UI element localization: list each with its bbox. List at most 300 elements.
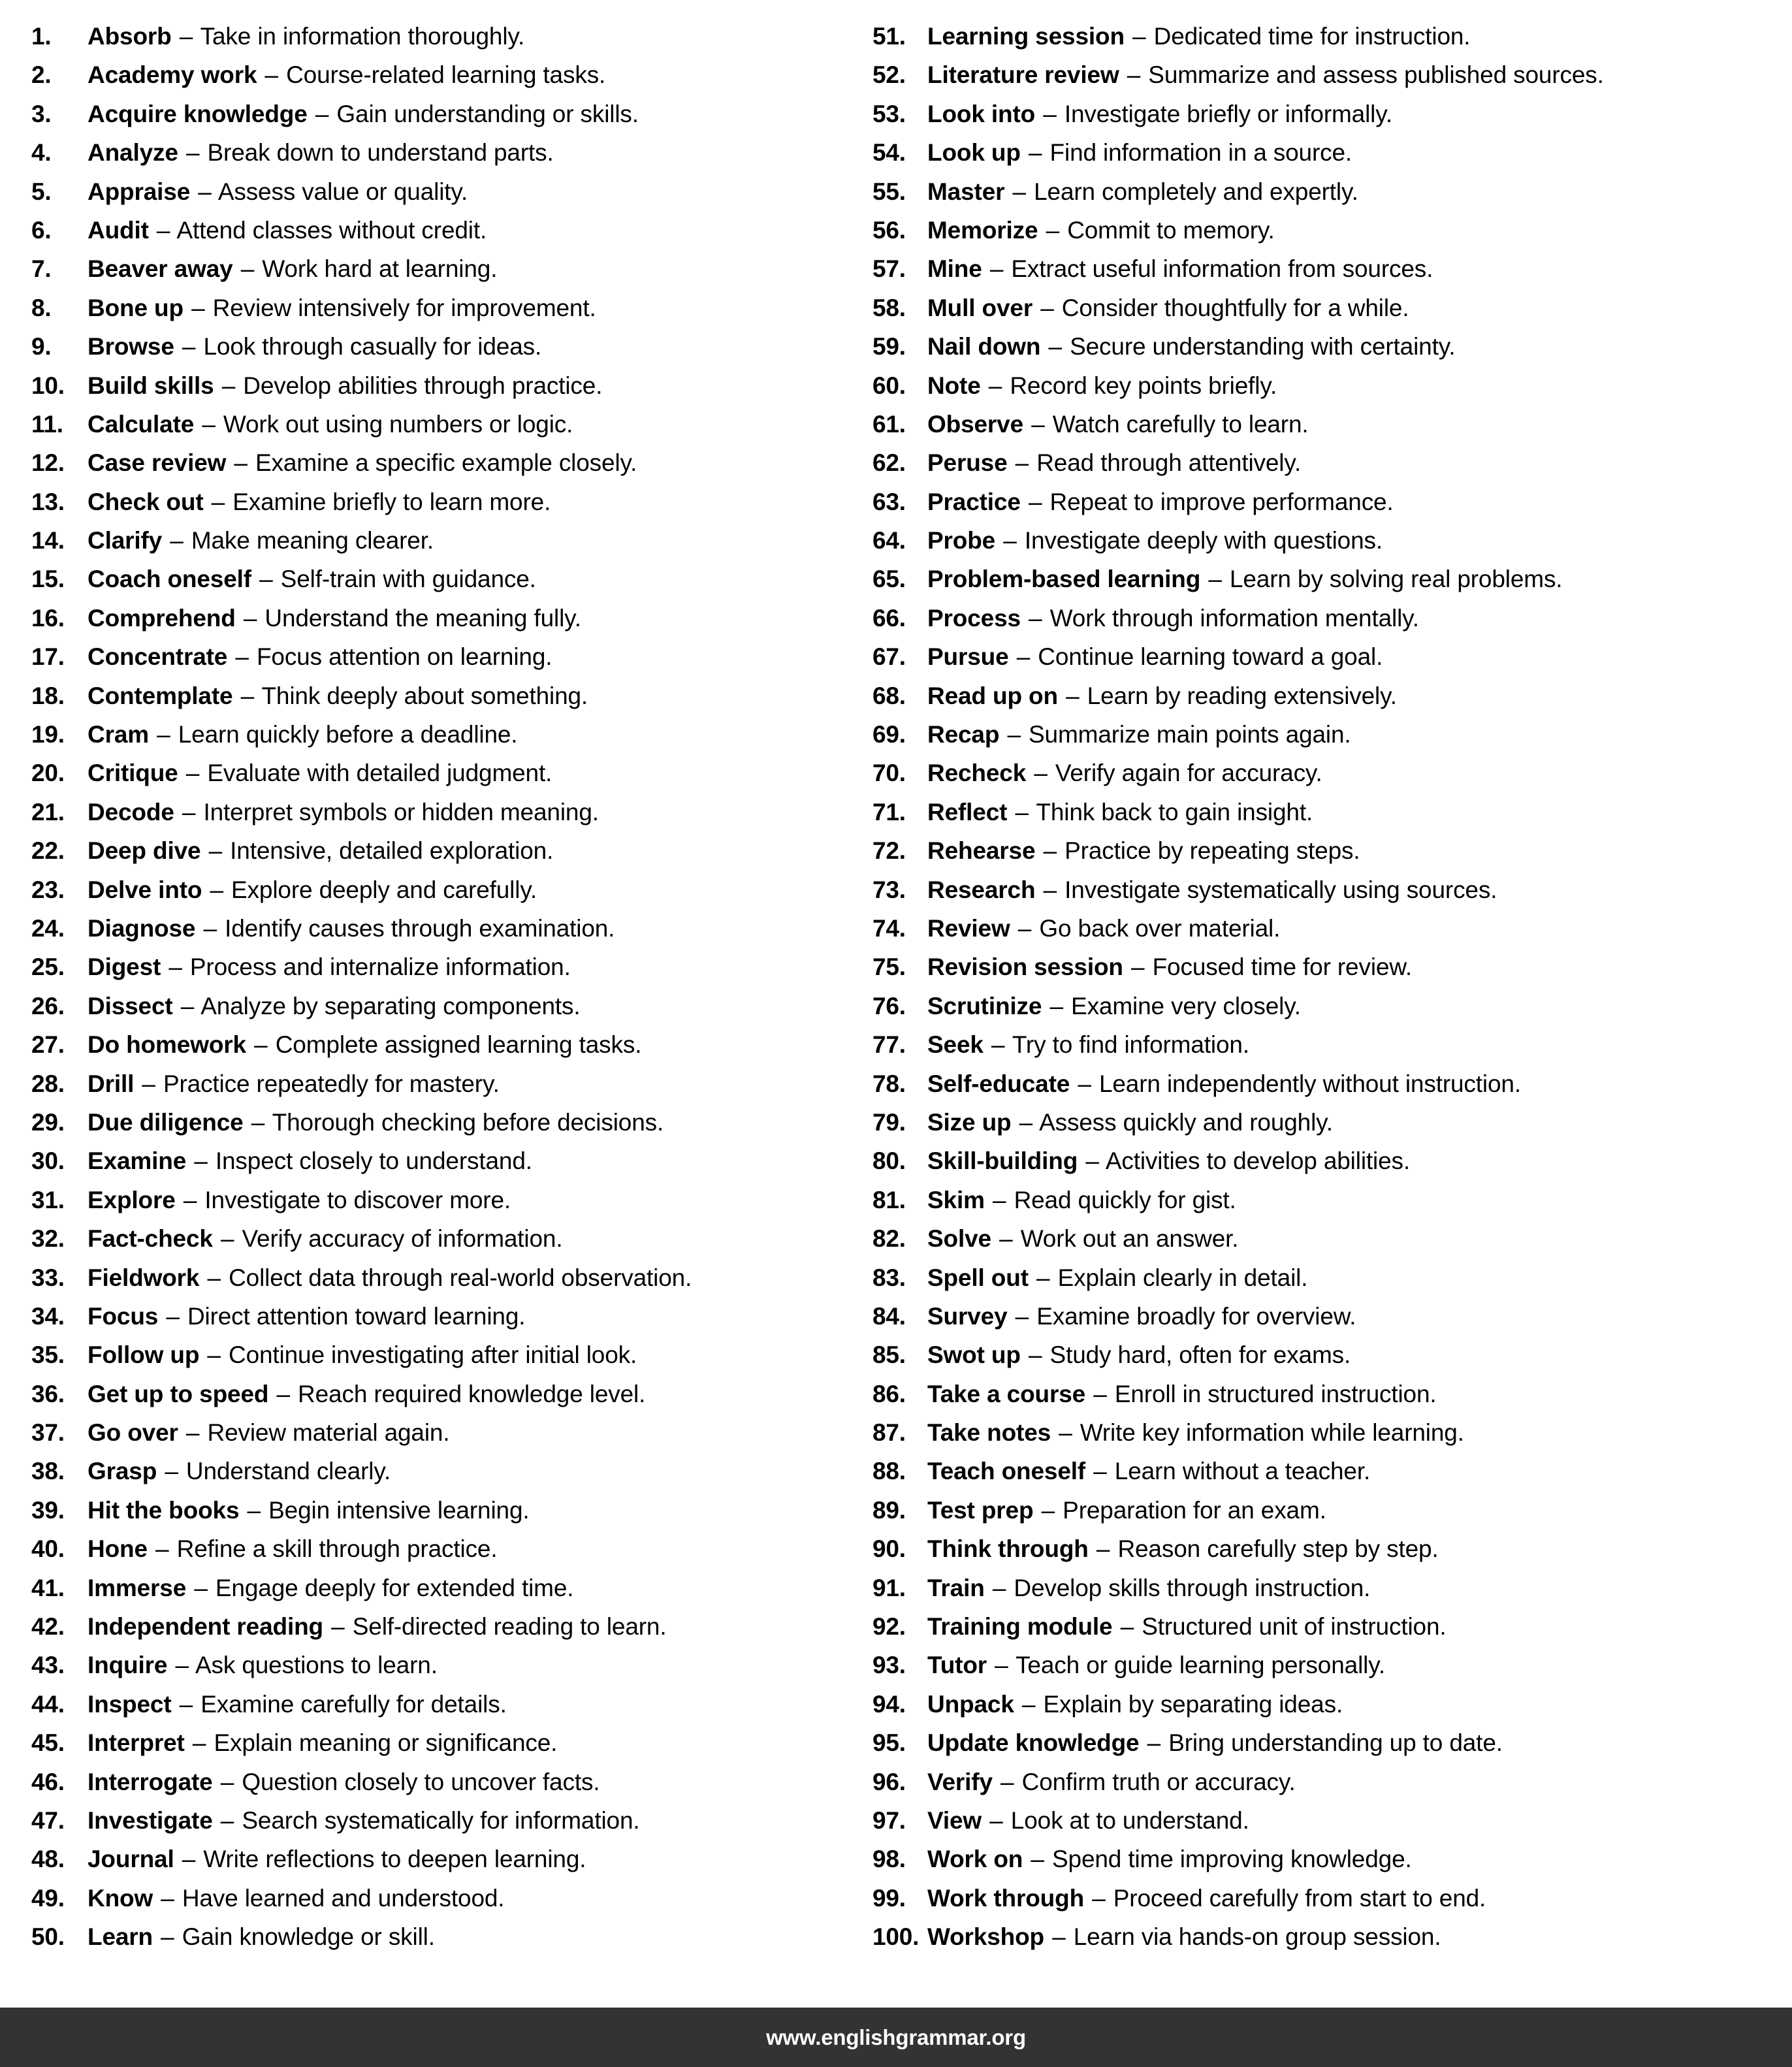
list-item-number: 73. — [872, 876, 906, 903]
list-item-body — [88, 366, 602, 405]
list-item-body — [927, 483, 1394, 521]
list-item-separator: – — [207, 1341, 221, 1369]
list-item-number: 83. — [872, 1264, 906, 1291]
list-item-body — [927, 405, 1309, 443]
footer-bar — [0, 2008, 1792, 2067]
list-item-number: 71. — [872, 798, 906, 825]
list-item-body — [88, 1801, 640, 1840]
list-item-definition: Search systematically for information. — [242, 1806, 640, 1834]
list-item-definition: Understand clearly. — [185, 1458, 391, 1485]
list-item-body — [927, 172, 1358, 211]
list-item-term: Practice — [927, 488, 1021, 515]
list-item-term: Build skills — [88, 372, 214, 399]
list-item-body — [927, 366, 1277, 405]
list-item-separator: – — [1208, 566, 1222, 593]
list-item-number: 59. — [872, 333, 906, 361]
list-item — [872, 1452, 1770, 1490]
list-item-separator: – — [1049, 992, 1063, 1019]
list-item — [872, 560, 1770, 598]
list-item-number: 57. — [872, 255, 906, 283]
list-item-body — [88, 172, 468, 211]
list-item — [872, 366, 1770, 405]
list-item-term: Rehearse — [927, 837, 1036, 865]
list-item-definition: Refine a skill through practice. — [176, 1535, 498, 1563]
list-item-separator: – — [1028, 1341, 1042, 1369]
list-item-body — [927, 249, 1433, 288]
list-item-separator: – — [276, 1380, 290, 1407]
list-item-definition: Attend classes without credit. — [176, 216, 487, 244]
list-item-separator: – — [1016, 643, 1031, 671]
list-item-separator: – — [254, 1031, 268, 1059]
list-item-separator: – — [988, 372, 1002, 399]
list-item-definition: Work hard at learning. — [262, 255, 498, 283]
list-item-definition: Learn via hands-on group session. — [1073, 1923, 1441, 1951]
list-item — [31, 1685, 871, 1723]
list-item — [31, 1375, 871, 1413]
list-item-separator: – — [192, 1729, 206, 1757]
list-item-separator: – — [989, 1806, 1003, 1834]
list-item-separator: – — [1007, 721, 1021, 748]
list-item-term: Check out — [88, 488, 204, 515]
list-item-separator: – — [989, 255, 1004, 283]
list-item-body — [88, 1491, 530, 1530]
list-item-body — [88, 871, 537, 909]
list-item-number: 4. — [31, 139, 52, 167]
list-item-body — [927, 599, 1419, 637]
list-item-number: 92. — [872, 1613, 906, 1641]
list-item-number: 75. — [872, 953, 906, 981]
list-item-body — [927, 1569, 1370, 1607]
list-item-separator: – — [168, 953, 182, 981]
list-item-separator: – — [1031, 1846, 1044, 1873]
list-item-number: 80. — [872, 1147, 906, 1175]
list-item-separator: – — [185, 760, 200, 787]
list-item-term: Mull over — [927, 294, 1033, 321]
list-item — [872, 172, 1770, 211]
list-item-definition: Course-related learning tasks. — [286, 61, 606, 89]
list-item-separator: – — [208, 837, 223, 865]
list-item-separator: – — [211, 488, 225, 515]
list-item-definition: Proceed carefully from start to end. — [1113, 1884, 1486, 1912]
list-item-definition: Learn without a teacher. — [1114, 1458, 1371, 1485]
list-item — [872, 1065, 1770, 1103]
list-item-term: Recap — [927, 721, 1000, 748]
list-item-number: 64. — [872, 527, 906, 554]
list-item-definition: Consider thoughtfully for a while. — [1061, 294, 1409, 321]
list-item — [872, 1530, 1770, 1568]
list-item-body — [927, 443, 1301, 482]
list-item-separator: – — [1120, 1613, 1134, 1641]
list-item-definition: Explain clearly in detail. — [1057, 1264, 1308, 1291]
list-item-term: Look into — [927, 100, 1036, 127]
list-item-number: 69. — [872, 721, 906, 748]
list-item-body — [927, 1375, 1437, 1413]
list-item-separator: – — [210, 876, 223, 903]
list-item-body — [927, 987, 1301, 1025]
list-item-definition: Examine a specific example closely. — [255, 449, 637, 477]
list-item-number: 97. — [872, 1806, 906, 1834]
list-item — [31, 754, 871, 792]
list-item-definition: Self-train with guidance. — [280, 566, 536, 593]
list-item-term: Clarify — [88, 527, 163, 554]
list-item-definition: Gain knowledge or skill. — [182, 1923, 435, 1951]
list-item — [872, 289, 1770, 327]
list-item-definition: Direct attention toward learning. — [187, 1302, 526, 1330]
list-item-term: Browse — [88, 333, 174, 361]
list-item-separator: – — [182, 1846, 196, 1873]
list-item-definition: Find information in a source. — [1049, 139, 1352, 167]
list-item-term: Inquire — [88, 1652, 168, 1679]
list-item-separator: – — [221, 372, 236, 399]
list-item-definition: Secure understanding with certainty. — [1070, 333, 1456, 361]
list-item-separator: – — [191, 294, 205, 321]
list-item — [872, 754, 1770, 792]
list-item-body — [927, 95, 1392, 133]
list-item-definition: Intensive, detailed exploration. — [230, 837, 554, 865]
list-item-definition: Think back to gain insight. — [1036, 798, 1313, 825]
list-item-definition: Interpret symbols or hidden meaning. — [203, 798, 599, 825]
list-item-body — [927, 1491, 1326, 1530]
list-item-definition: Practice by repeating steps. — [1064, 837, 1360, 865]
list-item-term: Master — [927, 178, 1005, 205]
list-item-separator: – — [1019, 1108, 1033, 1136]
list-item-definition: Study hard, often for exams. — [1049, 1341, 1351, 1369]
list-item-definition: Begin intensive learning. — [268, 1496, 530, 1524]
list-item-term: Decode — [88, 798, 174, 825]
list-item-definition: Complete assigned learning tasks. — [275, 1031, 642, 1059]
list-item-definition: Collect data through real-world observation. — [229, 1264, 692, 1291]
list-item-term: Look up — [927, 139, 1021, 167]
list-item-body — [88, 1879, 504, 1917]
list-item-separator: – — [243, 604, 257, 632]
list-item-number: 7. — [31, 255, 52, 283]
list-item-number: 14. — [31, 527, 65, 554]
list-item-number: 43. — [31, 1652, 65, 1679]
list-item-separator: – — [185, 1419, 200, 1447]
list-item — [31, 1297, 871, 1336]
list-item-body — [927, 1025, 1249, 1064]
list-item-definition: Develop skills through instruction. — [1014, 1574, 1371, 1601]
list-item-definition: Read through attentively. — [1036, 449, 1302, 477]
list-item-definition: Reason carefully step by step. — [1117, 1535, 1439, 1563]
list-item-number: 15. — [31, 566, 65, 593]
list-item-term: Acquire knowledge — [88, 100, 308, 127]
list-item-body — [88, 521, 434, 560]
list-item-body — [88, 677, 588, 715]
list-item-body — [927, 754, 1322, 792]
list-item-body — [927, 521, 1383, 560]
list-item-separator: – — [183, 1186, 197, 1213]
list-item-separator: – — [175, 1652, 189, 1679]
list-item-body — [927, 1879, 1486, 1917]
list-item-definition: Question closely to uncover facts. — [242, 1768, 600, 1795]
list-item-term: Scrutinize — [927, 992, 1042, 1019]
list-item-definition: Extract useful information from sources. — [1011, 255, 1433, 283]
list-item — [872, 1763, 1770, 1801]
list-item-term: Interpret — [88, 1729, 185, 1757]
list-item-body — [88, 249, 497, 288]
list-item-separator: – — [1015, 798, 1029, 825]
list-item — [872, 599, 1770, 637]
list-item — [872, 443, 1770, 482]
list-item-body — [927, 1840, 1412, 1878]
list-item-body — [927, 1065, 1521, 1103]
list-item — [872, 1413, 1770, 1452]
list-item — [31, 1065, 871, 1103]
list-item-definition: Analyze by separating components. — [200, 992, 581, 1019]
list-item-body — [927, 211, 1275, 249]
list-item-term: Hit the books — [88, 1496, 240, 1524]
list-item-number: 96. — [872, 1768, 906, 1795]
list-item-number: 90. — [872, 1535, 906, 1563]
list-item — [872, 56, 1770, 94]
list-item-definition: Examine broadly for overview. — [1036, 1302, 1356, 1330]
list-item-body — [88, 1685, 507, 1723]
list-item-term: Take a course — [927, 1380, 1086, 1407]
list-item-number: 82. — [872, 1225, 906, 1253]
list-item-separator: – — [235, 643, 249, 671]
list-item-body — [927, 1685, 1343, 1723]
list-item-term: Absorb — [88, 23, 172, 50]
list-item-body — [88, 715, 517, 754]
list-item-number: 39. — [31, 1496, 65, 1524]
list-item-body — [88, 405, 573, 443]
list-item-separator: – — [156, 216, 170, 244]
list-item-number: 5. — [31, 178, 52, 205]
list-item-separator: – — [1000, 1768, 1014, 1795]
list-item-definition: Repeat to improve performance. — [1049, 488, 1394, 515]
list-item-definition: Work out an answer. — [1020, 1225, 1239, 1253]
list-item-separator: – — [1052, 1923, 1066, 1951]
list-item-body — [88, 909, 615, 948]
list-item-definition: Investigate systematically using sources. — [1064, 876, 1497, 903]
list-item-body — [88, 599, 581, 637]
list-item-definition: Ask questions to learn. — [195, 1652, 438, 1679]
list-item — [872, 871, 1770, 909]
list-item-definition: Write reflections to deepen learning. — [203, 1846, 586, 1873]
list-item-definition: Have learned and understood. — [182, 1884, 505, 1912]
list-item-term: Fact-check — [88, 1225, 213, 1253]
list-item-term: Deep dive — [88, 837, 201, 865]
list-item — [872, 95, 1770, 133]
list-item-number: 56. — [872, 216, 906, 244]
list-item-term: Coach oneself — [88, 566, 251, 593]
list-item-body — [88, 637, 552, 676]
list-item-body — [927, 1413, 1464, 1452]
footer-website-url[interactable]: www.englishgrammar.org — [766, 2025, 1026, 2049]
list-item-term: Mine — [927, 255, 982, 283]
list-item-term: Read up on — [927, 682, 1058, 709]
list-item-number: 19. — [31, 721, 65, 748]
list-item — [31, 948, 871, 986]
list-item-number: 86. — [872, 1380, 906, 1407]
list-item-term: Training module — [927, 1613, 1113, 1641]
list-item-term: Work on — [927, 1846, 1023, 1873]
left-column-list — [22, 17, 871, 2008]
list-item-term: Solve — [927, 1225, 991, 1253]
list-item-definition: Read quickly for gist. — [1014, 1186, 1236, 1213]
list-item-body — [927, 715, 1351, 754]
list-item-definition: Practice repeatedly for mastery. — [163, 1070, 500, 1097]
list-item-separator: – — [155, 1535, 169, 1563]
list-item — [31, 483, 871, 521]
list-item-number: 66. — [872, 604, 906, 632]
list-item-term: Concentrate — [88, 643, 228, 671]
list-item-definition: Inspect closely to understand. — [215, 1147, 532, 1175]
list-item — [31, 1142, 871, 1180]
list-item-number: 88. — [872, 1458, 906, 1485]
list-item-separator: – — [259, 566, 273, 593]
list-item-definition: Make meaning clearer. — [191, 527, 434, 554]
list-item — [31, 95, 871, 133]
list-item — [31, 987, 871, 1025]
list-item — [872, 483, 1770, 521]
list-item — [31, 560, 871, 598]
list-item — [31, 133, 871, 172]
list-item-separator: – — [1096, 1535, 1110, 1563]
list-item-definition: Teach or guide learning personally. — [1016, 1652, 1385, 1679]
list-item — [872, 133, 1770, 172]
list-item-term: Research — [927, 876, 1036, 903]
list-item-separator: – — [234, 449, 248, 477]
list-item-term: Teach oneself — [927, 1458, 1086, 1485]
list-item-number: 38. — [31, 1458, 65, 1485]
list-item-definition: Summarize and assess published sources. — [1148, 61, 1604, 89]
list-item-body — [88, 1065, 500, 1103]
list-item — [31, 677, 871, 715]
list-item — [31, 1025, 871, 1064]
list-item-body — [927, 1530, 1439, 1568]
list-item-term: Peruse — [927, 449, 1008, 477]
list-item-separator: – — [1003, 527, 1017, 554]
list-item-definition: Understand the meaning fully. — [264, 604, 581, 632]
list-item-definition: Preparation for an exam. — [1063, 1496, 1326, 1524]
list-item-number: 84. — [872, 1302, 906, 1330]
list-item-term: Know — [88, 1884, 153, 1912]
list-item — [31, 637, 871, 676]
list-item — [31, 871, 871, 909]
list-item-definition: Develop abilities through practice. — [243, 372, 603, 399]
list-item — [31, 793, 871, 831]
list-item-definition: Investigate briefly or informally. — [1064, 100, 1392, 127]
list-item-number: 10. — [31, 372, 65, 399]
list-item-definition: Learn independently without instruction. — [1098, 1070, 1521, 1097]
list-item — [31, 521, 871, 560]
list-item-number: 68. — [872, 682, 906, 709]
list-item-separator: – — [202, 410, 216, 438]
list-item-number: 70. — [872, 760, 906, 787]
list-item-term: Skill-building — [927, 1147, 1078, 1175]
list-item — [872, 948, 1770, 986]
list-item-separator: – — [331, 1613, 345, 1641]
list-item-separator: – — [207, 1264, 221, 1291]
list-item-number: 48. — [31, 1846, 65, 1873]
list-item-term: Delve into — [88, 876, 202, 903]
list-item-body — [927, 677, 1397, 715]
list-item-definition: Try to find information. — [1012, 1031, 1249, 1059]
list-item-term: Literature review — [927, 61, 1119, 89]
list-item — [872, 793, 1770, 831]
list-item — [872, 1258, 1770, 1297]
list-item-separator: – — [1085, 1147, 1099, 1175]
list-item — [31, 405, 871, 443]
list-item-definition: Spend time improving knowledge. — [1051, 1846, 1412, 1873]
list-item — [31, 1607, 871, 1646]
list-item-definition: Look through casually for ideas. — [203, 333, 542, 361]
list-item — [872, 987, 1770, 1025]
list-item — [872, 1685, 1770, 1723]
list-item-number: 21. — [31, 798, 65, 825]
list-item-separator: – — [220, 1225, 234, 1253]
list-item-definition: Dedicated time for instruction. — [1153, 23, 1471, 50]
list-item — [31, 831, 871, 870]
list-item-body — [88, 133, 554, 172]
list-item — [31, 1763, 871, 1801]
list-item-definition: Explore deeply and carefully. — [231, 876, 537, 903]
list-item-number: 33. — [31, 1264, 65, 1291]
list-item-body — [927, 793, 1313, 831]
list-item-definition: Self-directed reading to learn. — [352, 1613, 667, 1641]
list-item-definition: Confirm truth or accuracy. — [1021, 1768, 1296, 1795]
list-item — [31, 1801, 871, 1840]
list-item-body — [88, 289, 596, 327]
list-item-term: Reflect — [927, 798, 1008, 825]
list-item-body — [88, 1181, 511, 1219]
list-item-term: Nail down — [927, 333, 1041, 361]
list-item-separator: – — [1034, 760, 1048, 787]
list-item-term: Note — [927, 372, 981, 399]
list-item-body — [88, 1723, 557, 1762]
list-item-number: 74. — [872, 914, 906, 942]
list-item-body — [927, 1917, 1441, 1956]
list-item-number: 85. — [872, 1341, 906, 1369]
list-item-definition: Watch carefully to learn. — [1052, 410, 1309, 438]
list-item — [31, 1491, 871, 1530]
list-item-definition: Bring understanding up to date. — [1168, 1729, 1503, 1757]
list-item-term: Probe — [927, 527, 996, 554]
list-item-separator: – — [1028, 488, 1042, 515]
list-item-number: 24. — [31, 914, 65, 942]
list-item-number: 52. — [872, 61, 906, 89]
list-item-term: Critique — [88, 760, 178, 787]
list-item-body — [88, 1219, 562, 1258]
list-item-body — [927, 56, 1604, 94]
list-item-body — [927, 1607, 1447, 1646]
list-item — [872, 677, 1770, 715]
list-item — [872, 17, 1770, 56]
list-item-separator: – — [170, 527, 184, 554]
list-item-term: Pursue — [927, 643, 1009, 671]
list-item-separator: – — [1059, 1419, 1072, 1447]
list-item-term: Workshop — [927, 1923, 1045, 1951]
list-item-separator: – — [182, 333, 196, 361]
list-item-number: 99. — [872, 1884, 906, 1912]
list-item-separator: – — [1031, 410, 1045, 438]
list-item-term: Do homework — [88, 1031, 246, 1059]
list-item — [31, 172, 871, 211]
list-item-separator: – — [992, 1574, 1006, 1601]
list-item-separator: – — [1131, 953, 1145, 981]
list-item-term: Immerse — [88, 1574, 187, 1601]
list-item-term: Take notes — [927, 1419, 1051, 1447]
list-item-term: Verify — [927, 1768, 993, 1795]
list-item-separator: – — [1028, 139, 1042, 167]
list-item-separator: – — [161, 1884, 174, 1912]
list-item-number: 25. — [31, 953, 65, 981]
list-item-number: 28. — [31, 1070, 65, 1097]
list-item-term: Focus — [88, 1302, 159, 1330]
list-item — [872, 1607, 1770, 1646]
